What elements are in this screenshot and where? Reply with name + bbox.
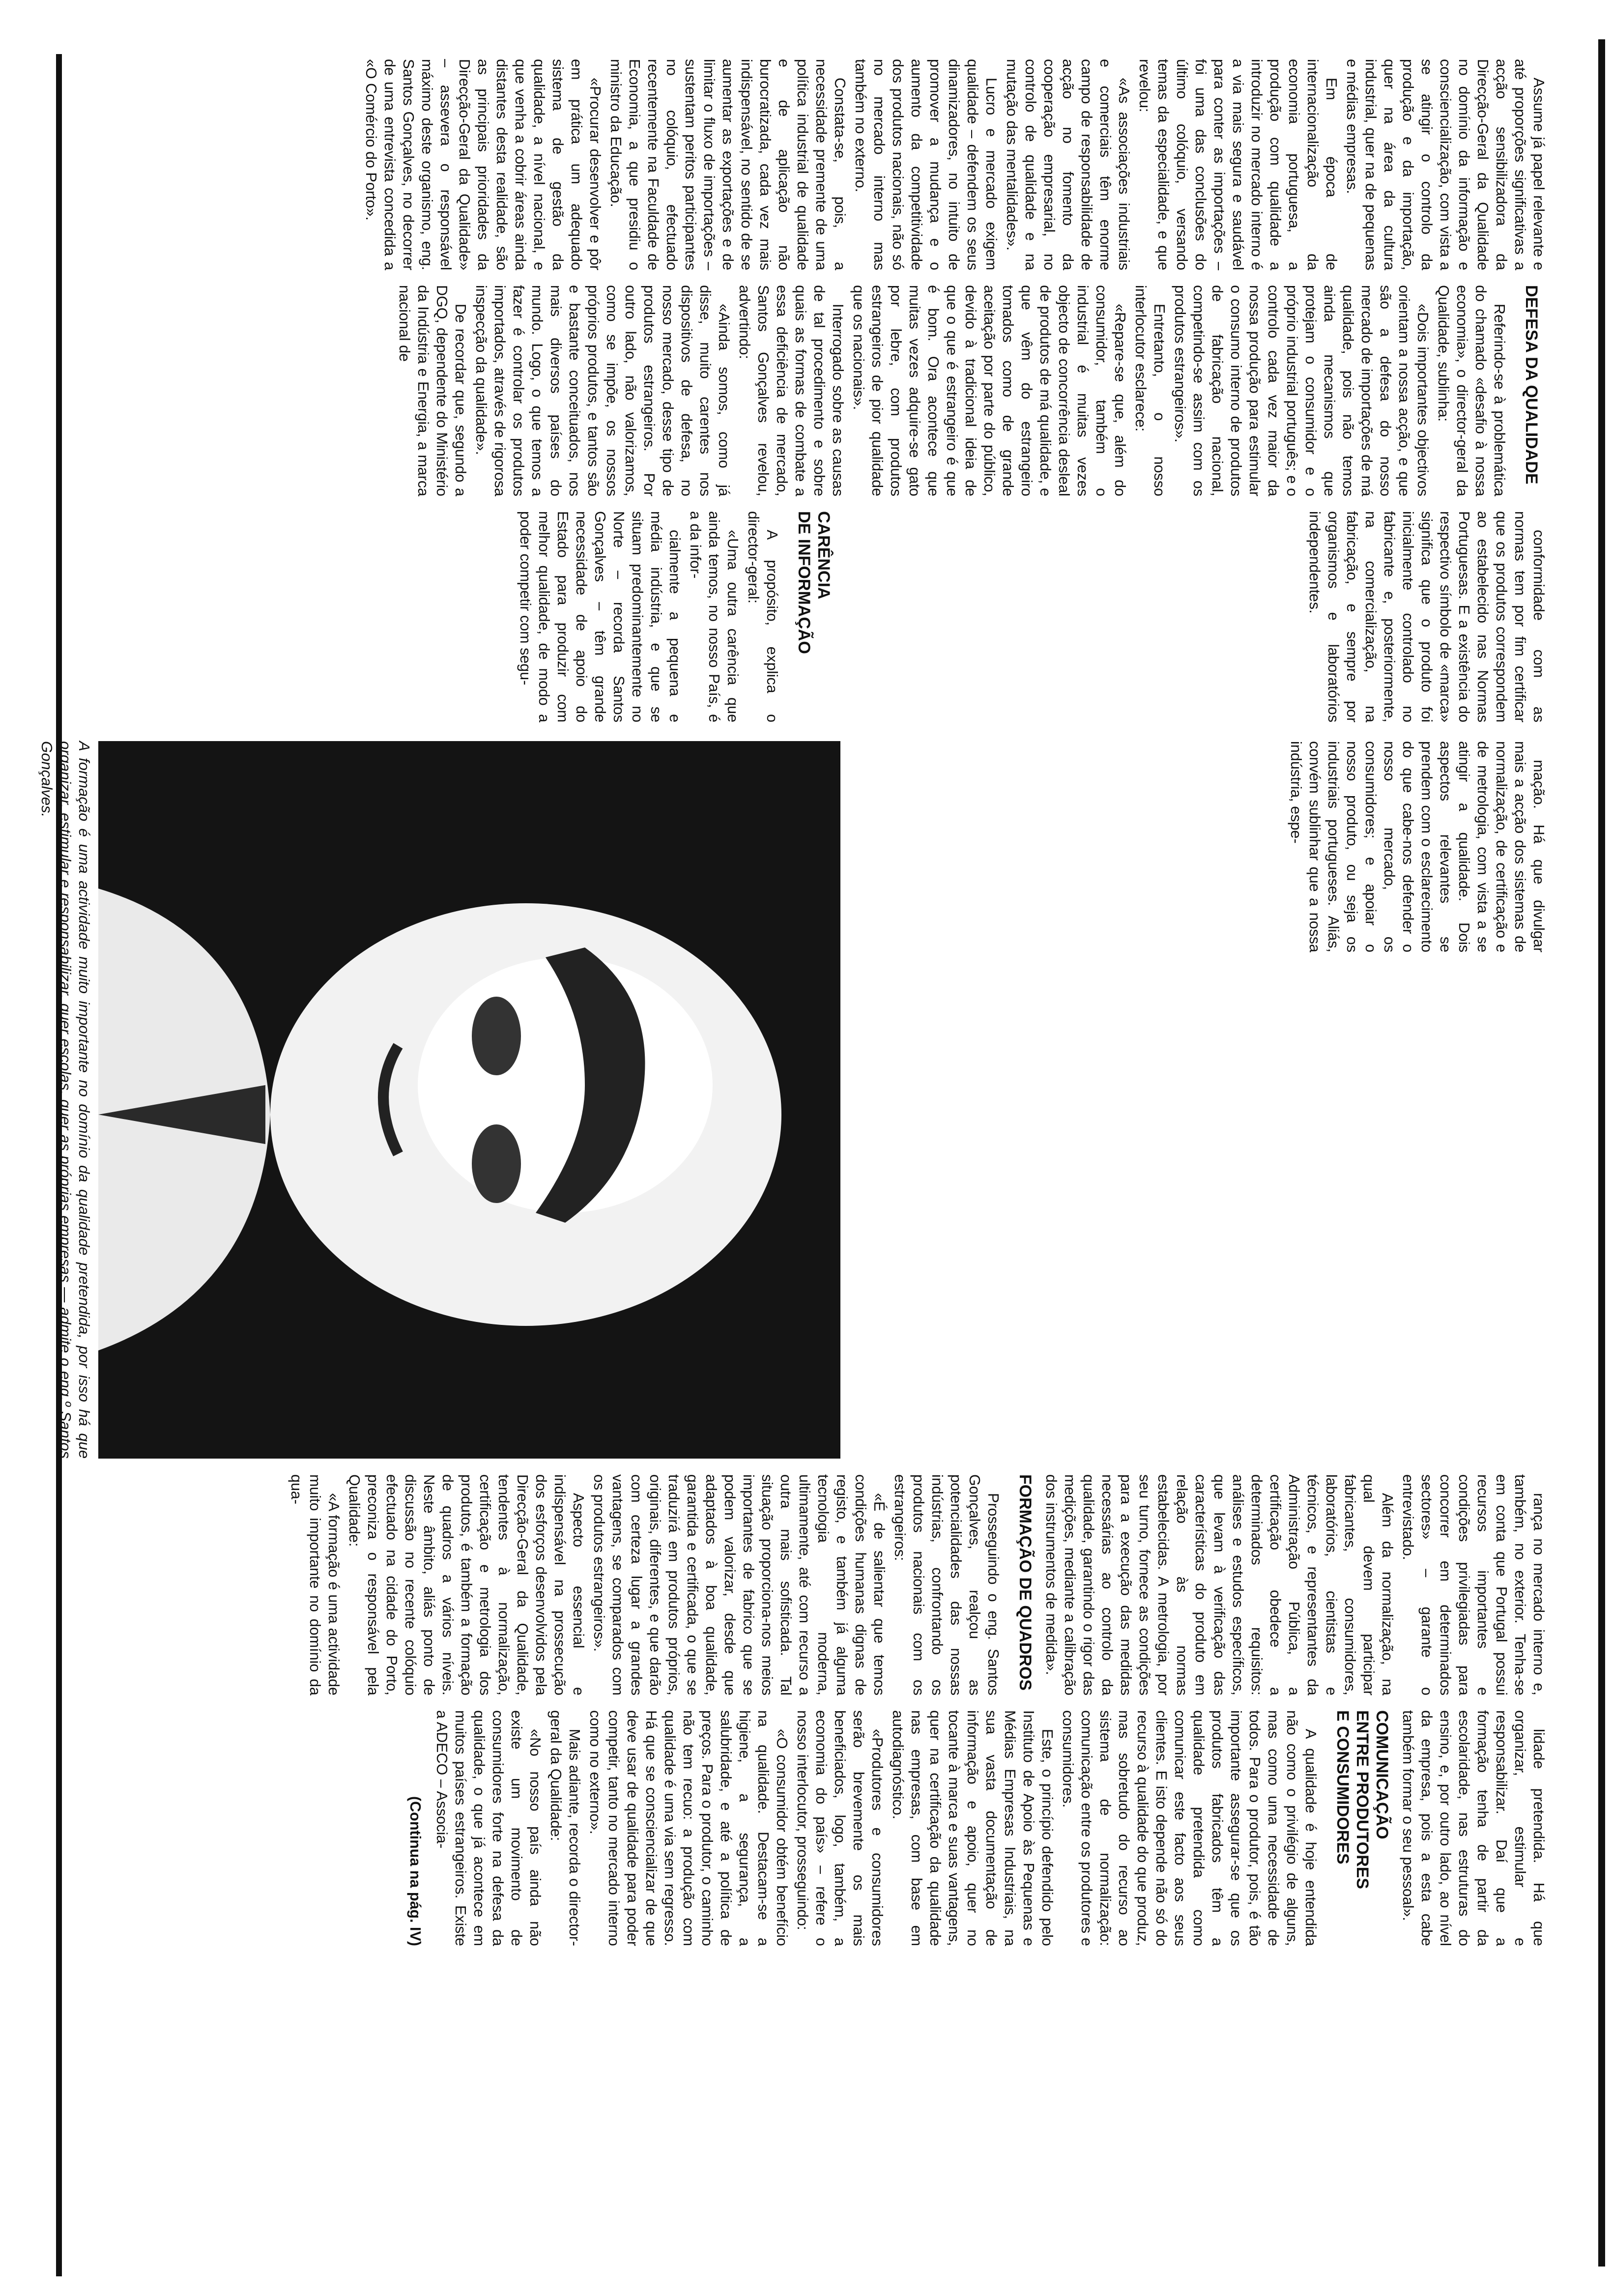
portrait-photo xyxy=(98,741,840,1459)
col4-paragraph: mação. Há que divulgar mais a acção dos sistemas de normalização, de certificação e de metrologia, com vista a se atingir a qualidade. Dois aspectos relevantes se prendem com o esclarecimento do que cabe-nos defender o nosso mercado, os consumidores; e apoiar o nosso produto, ou seja os industriais portugueses. Aliás, convém sublinhar que a nossa indústria, espe- xyxy=(1288,741,1547,952)
col5-paragraph: Prosseguindo o eng. Santos Gonçalves, realçou as potencialidades das nossas indústrias, confrontando os produtos nacionais com os estrangeiros: xyxy=(892,1474,1002,1695)
heading-line: CARÊNCIA xyxy=(814,511,833,600)
carencia-paragraph: «Uma outra carência que ainda temos, no nosso País, é a da infor- xyxy=(687,511,741,722)
col5-paragraph: rança no mercado interno e, também, no exterior. Tenha-se em conta que Portugal possui recursos importantes e condições privilegiadas para concorrer em determinados sectores» – garante o entrevistado. xyxy=(1400,1474,1547,1695)
section-heading-comunicacao xyxy=(1333,1710,1392,1946)
col2-paragraph: Entretanto, o nosso interlocutor esclarece: xyxy=(1132,285,1168,496)
section-heading-carencia xyxy=(794,511,834,722)
col4-bottom-paragraph: cialmente a pequena e média indústria, e que se situam predominantemente no Norte – recorda Santos Gonçalves – têm grande necessidade de apoio do Estado para produzir com melhor qualidade, de modo a poder competir com segu- xyxy=(517,511,683,722)
column-5 xyxy=(79,1474,1548,1695)
heading-line: E CONSUMIDORES xyxy=(1333,1710,1352,1865)
heading-line: DE INFORMAÇÃO xyxy=(795,511,813,654)
col5-paragraph: «A formação é uma actividade muito importante no domínio da qua- xyxy=(288,1474,342,1695)
photo-caption: A formação é uma actividade muito importante no domínio da qualidade pretendida, por isso há que organizar, estimular e responsabilizar, quer escolas, quer as próprias empresas — admite o eng.º Santos Gonçalves. xyxy=(38,741,93,1459)
col2-paragraph: Interrogado sobre as causas de tal procedimento e sobre quais as formas de combate a essa deficiência de mercado, Santos Gonçalves revelou, advertindo: xyxy=(736,285,846,496)
col1-paragraph: Lucro e mercado exigem qualidade – defendem os seus dinamizadores, no intuito de promover a mudança e o aumento da competitividade dos produtos nacionais, não só no mercado interno mas também no externo. xyxy=(852,59,1000,270)
col5-paragraph: Além da normalização, na qual devem participar fabricantes, consumidores, laboratórios, cientistas e técnicos, e representantes da Administração Pública, a certificação obedece a determinados requisitos: análises e estudos específicos, que levam à verificação das características do produto em relação às normas estabelecidas. A metrologia, por seu turno, fornece as condições para a execução das medidas necessárias ao controlo da qualidade, garantindo o rigor das medições, mediante a calibração dos instrumentos de medida». xyxy=(1043,1474,1396,1695)
carencia-paragraph: A propósito, explica o director-geral: xyxy=(745,511,780,722)
col6-paragraph: Mais adiante, recorda o director-geral da Qualidade: xyxy=(547,1710,583,1946)
col6-paragraph: Este, o princípio defendido pelo Instituto de Apoio às Pequenas e Médias Empresas Industriais, na sua vasta documentação de informação e apoio, quer no tocante à marca e suas vantagens, quer na certificação da qualidade nas empresas, com base em autodiagnóstico. xyxy=(890,1710,1056,1946)
col5-paragraph: Aspecto essencial e indispensável na prossecução dos esforços desenvolvidos pela Direcção-Geral da Qualidade, tendentes à normalização, certificação e metrologia dos produtos, é também a formação de quadros a vários níveis. Neste âmbito, aliás ponto de discussão no recente colóquio efectuado na cidade do Porto, preconiza o responsável pela Qualidade: xyxy=(346,1474,587,1695)
column-6 xyxy=(79,1710,1548,1946)
col2-paragraph: Referindo-se à problemática do chamado «desafio à nossa economia», o director-geral da Qualidade, sublinha: xyxy=(1435,285,1508,496)
heading-line: COMUNICAÇÃO xyxy=(1373,1710,1391,1839)
col1-paragraph: «Procurar desenvolver e pôr em prática um adequado sistema de gestão da qualidade, a nível nacional, e que venha a cobrir áreas ainda distantes desta realidade, são as principais prioridades da Direcção-Geral da Qualidade» – assevera o responsável máximo deste organismo, eng. Santos Gonçalves, no decorrer de uma entrevista concedida a «O Comércio do Porto». xyxy=(363,59,604,270)
column-2 xyxy=(79,285,1548,496)
column-3-top xyxy=(850,511,1548,722)
col6-paragraph: lidade pretendida. Há que organizar, estimular e responsabilizar. Daí que a formação tenha de partir da escolaridade, nas estruturas do ensino, e, por outro lado, ao nível da empresa, pois a esta cabe também formar o seu pessoal». xyxy=(1400,1710,1547,1946)
col2-paragraph: «Repare-se que, além do consumidor, também o industrial é muitas vezes objecto de concorrência desleal de produtos de má qualidade, e que vêm do estrangeiro tomados como de grande aceitação por parte do público, devido à tradicional ideia de que o que é estrangeiro é que é bom. Ora acontece que muitas vezes adquire-se gato por lebre, com produtos estrangeiros de pior qualidade que os nacionais». xyxy=(850,285,1128,496)
portrait-illustration xyxy=(98,741,840,1459)
col2-paragraph: De recordar que, segundo a DGQ, dependente do Ministério da Indústria e Energia, a marca nacional de xyxy=(396,285,469,496)
col1-paragraph: Em época de internacionalização da economia portuguesa, a produção com qualidade a introduzir no mercado interno é a via mais segura e saudável para conter as importações – foi uma das conclusões do último colóquio, versando temas da especialidade, e que revelou: xyxy=(1136,59,1340,270)
col2-paragraph: «Dois importantes objectivos orientam a nossa acção, e que são a defesa do nosso mercado de importações de má qualidade, pois não temos ainda mecanismos que protejam o consumidor e o próprio industrial português; e o controlo cada vez maior da nossa produção para estimular o consumo interno de produtos de fabricação nacional, competindo-se assim com os produtos estrangeiros». xyxy=(1172,285,1431,496)
column-4-top xyxy=(850,741,1548,952)
column-1 xyxy=(79,59,1548,270)
top-rule xyxy=(1598,39,1605,2267)
col3-paragraph: conformidade com as normas tem por fim certificar que os produtos correspondem ao estabelecido nas Normas Portuguesas. E a existência do respectivo símbolo de «marca» significa que o produto foi inicialmente controlado no fabricante e, posteriormente, na comercialização, na fabricação, e sempre por organismos e laboratórios independentes. xyxy=(1306,511,1547,722)
col2-paragraph: «Ainda somos, como já disse, muito carentes nos dispositivos de defesa, no nosso mercado, desse tipo de produtos estrangeiros. Por outro lado, não valorizamos, como se impõe, os nossos próprios produtos, e tantos são e bastante conceituados, nos mais diversos países do mundo. Logo, o que temos a fazer é controlar os produtos importados, através de rigorosa inspecção da qualidade». xyxy=(473,285,732,496)
column-3-bottom xyxy=(54,511,840,722)
col1-paragraph: Constata-se, pois, a necessidade premente de uma política industrial de qualidade e de aplicação não burocratizada, cada vez mais indispensável, no sentido de se aumentar as exportações e de limitar o fluxo de importações – sustentam peritos participantes no colóquio, efectuado recentemente na Faculdade de Economia, a que presidiu o ministro da Educação. xyxy=(607,59,848,270)
heading-line: ENTRE PRODUTORES xyxy=(1353,1710,1372,1889)
col1-paragraph: «As associações industriais e comerciais têm enorme campo de responsabilidade de acção no fomento da cooperação empresarial, no controlo de qualidade e na mutação das mentalidades». xyxy=(1004,59,1132,270)
col6-paragraph: «No nosso país ainda não existe um movimento de consumidores forte na defesa da qualidade, o que já acontece em muitos países estrangeiros. Existe a ADECO – Associa- xyxy=(433,1710,544,1946)
col6-paragraph: A qualidade é hoje entendida não como o privilégio de alguns, mas como uma necessidade de todos. Para o produtor, pois, é tão importante assegurar-se que os produtos fabricados têm a qualidade pretendida como comunicar este facto aos seus clientes. E isto depende não só do recurso à qualidade do que produz, mas sobretudo do recurso ao sistema de normalização: comunicação entre os produtores e consumidores. xyxy=(1060,1710,1319,1946)
col6-paragraph: «Produtores e consumidores serão brevemente os mais beneficiados, logo, também, a economia do país» – refere o nosso interlocutor, prosseguindo: xyxy=(794,1710,886,1946)
col6-paragraph: «O consumidor obtém benefício na qualidade. Destacam-se a higiene, a segurança, a salubridade, e até a política de preços. Para o produtor, o caminho não tem recuo: a produção com qualidade é uma via sem regresso. Há que se consciencializar de que deve usar de qualidade para poder competir, tanto no mercado interno como no externo». xyxy=(587,1710,790,1946)
section-heading-defesa: DEFESA DA QUALIDADE xyxy=(1522,285,1541,485)
continued-note: (Continua na pág. IV) xyxy=(407,1796,424,1946)
col5-paragraph: «É de salientar que temos condições humanas dignas de registo, e também já alguma tecnologia moderna, ultimamente, até com recurso a outra mais sofisticada. Tal situação proporciona-nos meios importantes de fabrico que se podem valorizar, desde que adaptados à boa qualidade, garantida e certificada, o que se traduzirá em produtos próprios, originais, diferentes, e que darão com certeza lugar a grandes vantagens, se comparados com os produtos estrangeiros». xyxy=(591,1474,888,1695)
col1-paragraph: Assume já papel relevante e até proporções significativas a acção sensibilizadora da Direcção-Geral da Qualidade no domínio da informação e consciencialização, com vista a se atingir o controlo da produção e da importação, quer na área da cultura industrial, quer na de pequenas e médias empresas. xyxy=(1344,59,1547,270)
section-heading-formacao: FORMAÇÃO DE QUADROS xyxy=(1016,1474,1035,1691)
